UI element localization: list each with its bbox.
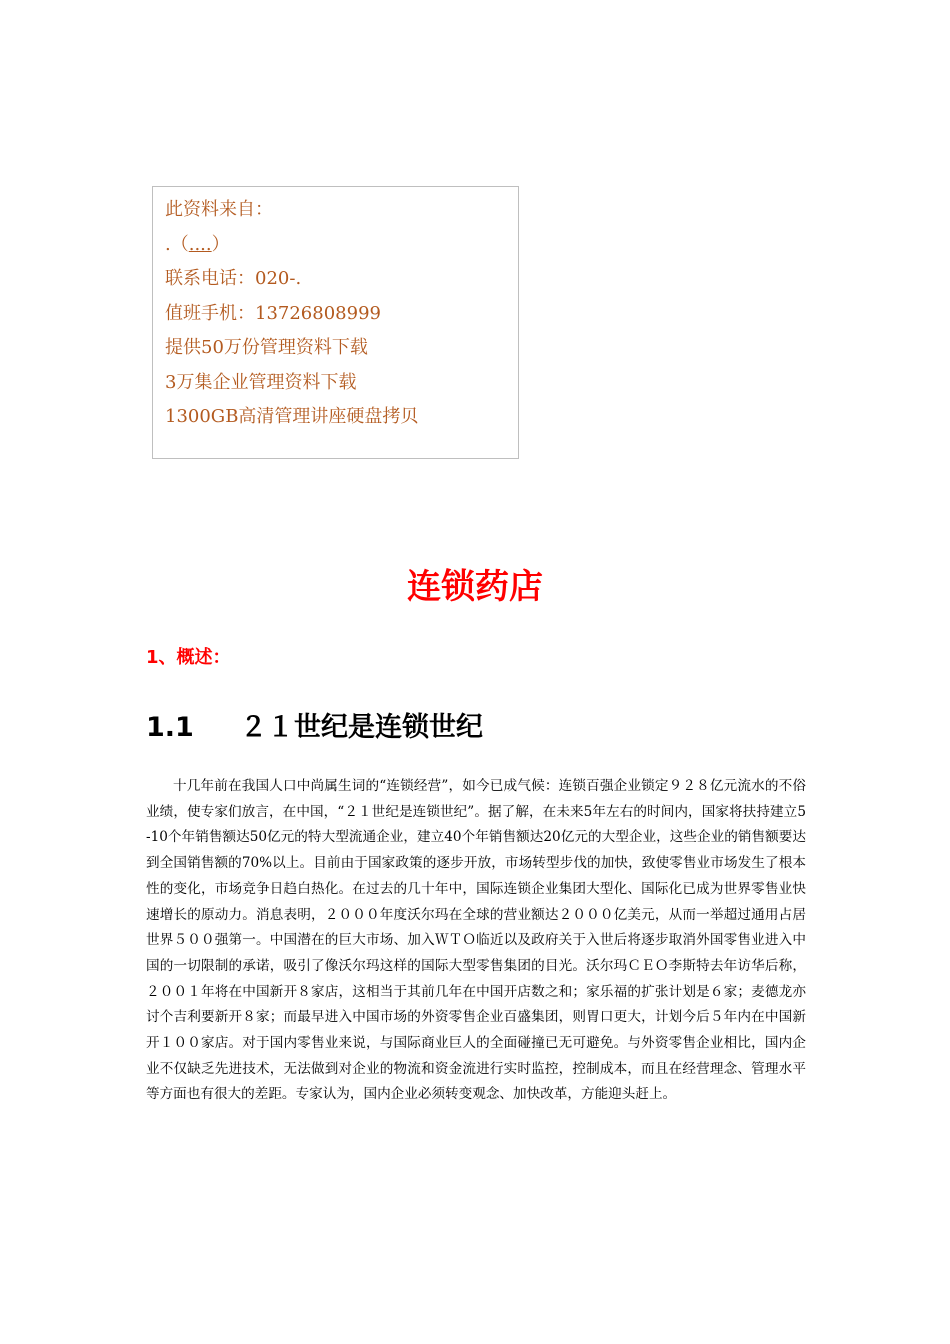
contact-phone: 联系电话：020-. [165, 268, 302, 289]
link-prefix: .（ [165, 233, 189, 255]
body-paragraph: 十几年前在我国人口中尚属生词的“连锁经营”，如今已成气候：连锁百强企业锁定９２８亿元流水的不俗业绩，使专家们放言，在中国，“２１世纪是连锁世纪”。据了解，在未来5年左右的时间内，国家将扶持建立5-10个年销售额达50亿元的特大型流通企业，建立40个年销售额达20亿元的大型企业，这些企业的销售额要达到全国销售额的70%以上。目前由于国家政策的逐步开放，市场转型步伐的加快，致使零售业市场发生了根本性的变化，市场竞争日趋白热化。在过去的几十年中，国际连锁企业集团大型化、国际化已成为世界零售业快速增长的原动力。消息表明，２０００年度沃尔玛在全球的营业额达２０００亿美元，从而一举超过通用占居世界５００强第一。中国潜在的巨大市场、加入ＷＴＯ临近以及政府关于入世后将逐步取消外国零售业进入中国的一切限制的承诺，吸引了像沃尔玛这样的国际大型零售集团的目光。沃尔玛ＣＥＯ李斯特去年访华后称，２００１年将在中国新开８家店，这相当于其前几年在中国开店数之和；家乐福的扩张计划是６家；麦德龙亦讨个吉利要新开８家；而最早进入中国市场的外资零售企业百盛集团，则胃口更大，计划今后５年内在中国新开１００家店。对于国内零售业来说，与国际商业巨人的全面碰撞已无可避免。与外资零售企业相比，国内企业不仅缺乏先进技术，无法做到对企业的物流和资金流进行实时监控，控制成本，而且在经营理念、管理水平等方面也有很大的差距。专家认为，国内企业必须转变观念、加快改革，方能迎头赶上。 [146, 778, 806, 1103]
offer-line-3: 1300GB高清管理讲座硬盘拷贝 [165, 406, 419, 427]
subsection-heading [146, 706, 483, 750]
source-label: 此资料来自： [165, 199, 273, 220]
source-info-box [152, 186, 519, 459]
section-heading: 1、概述： [146, 647, 231, 668]
duty-mobile: 值班手机：13726808999 [165, 302, 381, 324]
subsection-number: 1.1 [146, 712, 194, 743]
offer-line-2: 3万集企业管理资料下载 [165, 371, 357, 393]
source-link-line [165, 228, 518, 263]
link-suffix: ） [211, 233, 230, 255]
document-title: 连锁药店 [407, 567, 543, 607]
source-link[interactable]: .... [188, 233, 212, 255]
subsection-title: ２１世纪是连锁世纪 [240, 712, 483, 743]
offer-line-1: 提供50万份管理资料下载 [165, 337, 368, 358]
